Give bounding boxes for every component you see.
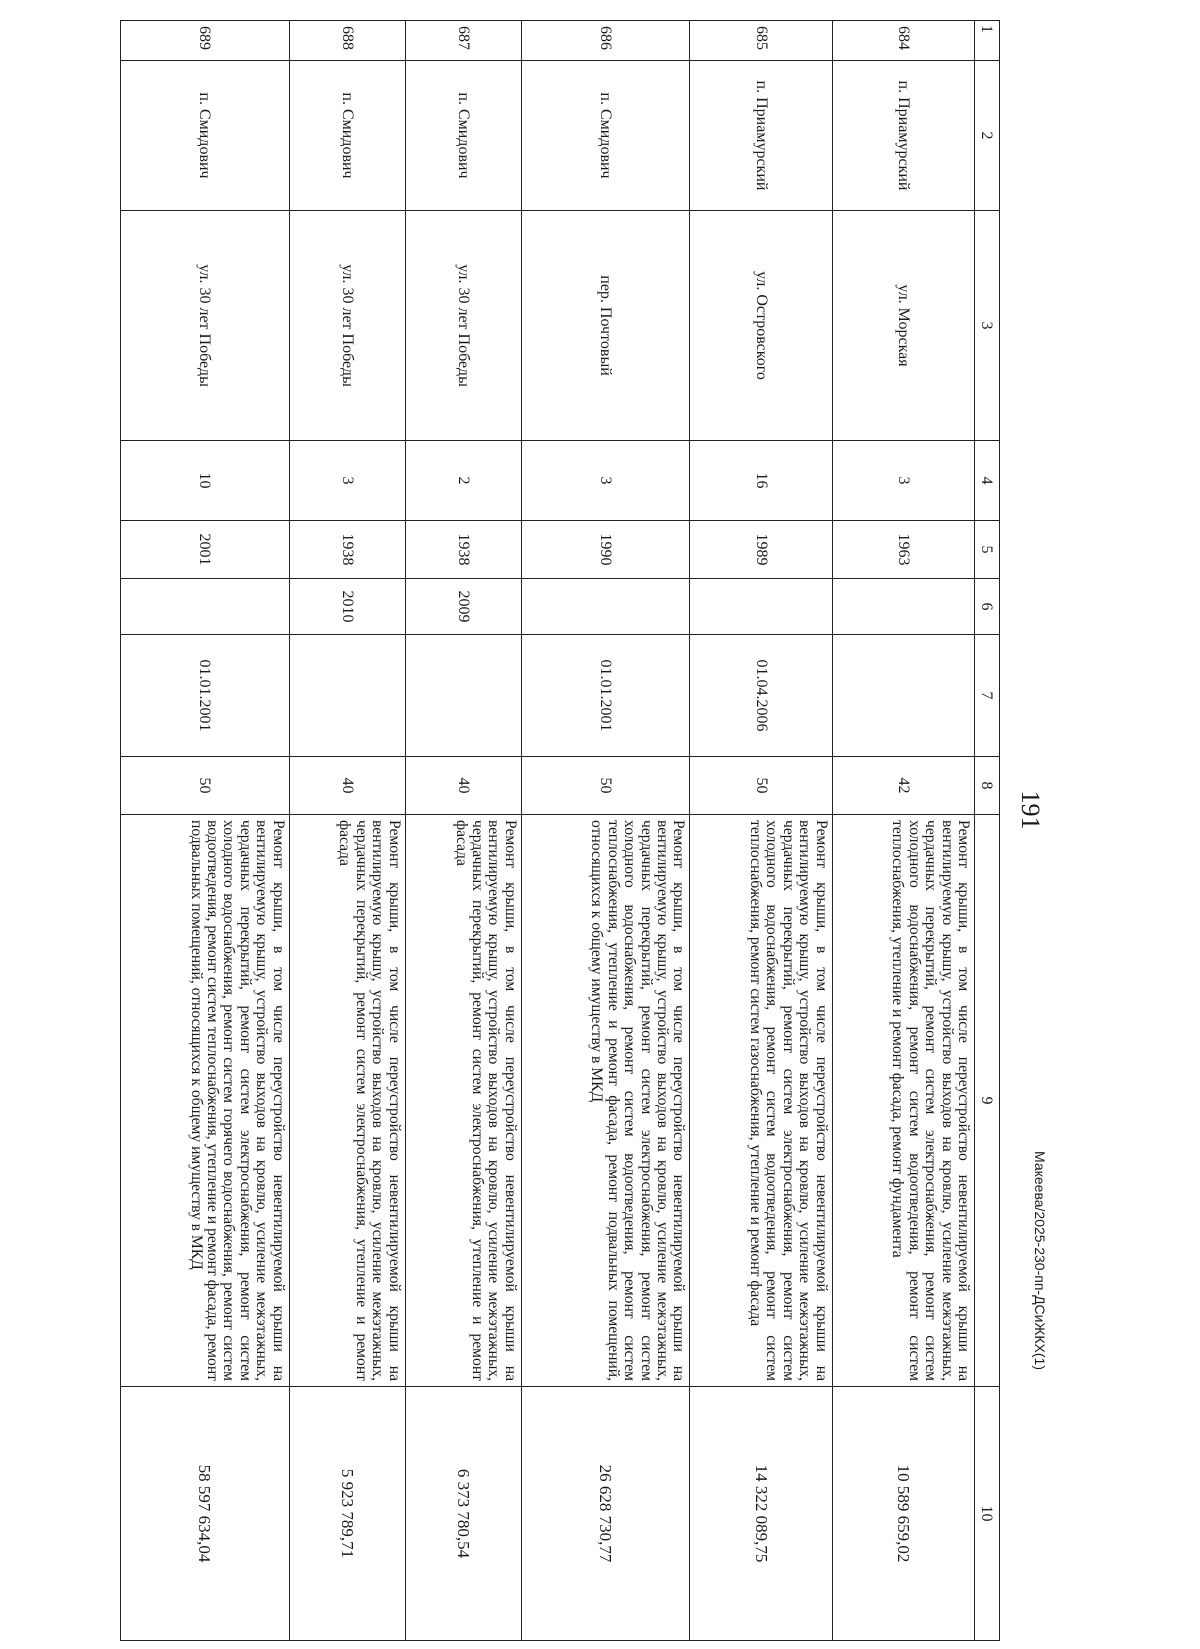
year-built-cell: 1938 [289,521,405,579]
registration-date-cell [832,635,974,757]
repair-cost-cell: 10 589 659,02 [832,1387,974,1641]
row-number-cell: 689 [121,21,290,61]
year-built-cell: 1990 [521,521,690,579]
settlement-cell: п. Приамурский [832,61,974,211]
wear-percent-cell: 42 [832,757,974,815]
repair-cost-cell: 58 597 634,04 [121,1387,290,1641]
column-number-4: 4 [975,441,1000,521]
street-cell: ул. Островского [690,211,832,441]
repair-works-cell: Ремонт крыши, в том числе переустройство невентилируемой крыши на вентилируемую крышу, устройство выходов на кровлю, усиление межэтажных, чердачных перекрытий, ремонт систем электроснабжения, ремонт систем холодного водоснабжения, ремонт систем водоотведения, ремонт систем теплоснабжения, утепление и ремонт фасада, ремонт фундамента [832,815,974,1387]
table-row [289,21,405,1641]
table-row [521,21,690,1641]
registration-date-cell: 01.01.2001 [121,635,290,757]
wear-percent-cell: 50 [690,757,832,815]
street-cell: ул. 30 лет Победы [289,211,405,441]
repair-works-cell: Ремонт крыши, в том числе переустройство невентилируемой крыши на вентилируемую крышу, устройство выходов на кровлю, усиление межэтажных, чердачных перекрытий, ремонт систем электроснабжения, ремонт систем холодного водоснабжения, ремонт систем водоотведения, ремонт систем теплоснабжения, утепление и ремонт фасада, ремонт подвальных помещений, относящихся к общему имуществу в МКД [521,815,690,1387]
column-number-1: 1 [975,21,1000,61]
year-built-cell: 1938 [405,521,521,579]
house-number-cell: 3 [832,441,974,521]
column-number-5: 5 [975,521,1000,579]
year-last-repair-cell [690,579,832,635]
settlement-cell: п. Смидович [405,61,521,211]
table-row [690,21,832,1641]
year-last-repair-cell: 2009 [405,579,521,635]
street-cell: пер. Почтовый [521,211,690,441]
year-last-repair-cell [521,579,690,635]
table-row [832,21,974,1641]
repair-cost-cell: 26 628 730,77 [521,1387,690,1641]
year-last-repair-cell: 2010 [289,579,405,635]
street-cell: ул. Морская [832,211,974,441]
column-number-row [975,21,1000,1641]
column-number-10: 10 [975,1387,1000,1641]
registration-date-cell: 01.04.2006 [690,635,832,757]
year-built-cell: 2001 [121,521,290,579]
repair-cost-cell: 5 923 789,71 [289,1387,405,1641]
house-number-cell: 3 [521,441,690,521]
row-number-cell: 684 [832,21,974,61]
repair-works-cell: Ремонт крыши, в том числе переустройство невентилируемой крыши на вентилируемую крышу, устройство выходов на кровлю, усиление межэтажных, чердачных перекрытий, ремонт систем электроснабжения, утепление и ремонт фасада [289,815,405,1387]
registration-date-cell [289,635,405,757]
page-number: 191 [1016,790,1045,830]
registration-date-cell [405,635,521,757]
settlement-cell: п. Смидович [521,61,690,211]
house-number-cell: 16 [690,441,832,521]
wear-percent-cell: 50 [121,757,290,815]
repair-program-table [120,20,1000,1641]
row-number-cell: 686 [521,21,690,61]
repair-cost-cell: 6 373 780,54 [405,1387,521,1641]
column-number-7: 7 [975,635,1000,757]
wear-percent-cell: 40 [289,757,405,815]
repair-works-cell: Ремонт крыши, в том числе переустройство невентилируемой крыши на вентилируемую крышу, устройство выходов на кровлю, усиление межэтажных, чердачных перекрытий, ремонт систем электроснабжения, утепление и ремонт фасада [405,815,521,1387]
wear-percent-cell: 40 [405,757,521,815]
settlement-cell: п. Смидович [289,61,405,211]
year-built-cell: 1963 [832,521,974,579]
street-cell: ул. 30 лет Победы [121,211,290,441]
document-footer-code: Макеева/2025-230-пп-ДСиЖКХ(1) [1032,1151,1048,1371]
year-last-repair-cell [121,579,290,635]
house-number-cell: 3 [289,441,405,521]
column-number-2: 2 [975,61,1000,211]
repair-cost-cell: 14 322 089,75 [690,1387,832,1641]
column-number-6: 6 [975,579,1000,635]
table-row [405,21,521,1641]
column-number-8: 8 [975,757,1000,815]
registration-date-cell: 01.01.2001 [521,635,690,757]
wear-percent-cell: 50 [521,757,690,815]
rotated-table-container [120,20,1000,1640]
row-number-cell: 687 [405,21,521,61]
house-number-cell: 2 [405,441,521,521]
table-row [121,21,290,1641]
year-last-repair-cell [832,579,974,635]
settlement-cell: п. Смидович [121,61,290,211]
column-number-9: 9 [975,815,1000,1387]
repair-works-cell: Ремонт крыши, в том числе переустройство невентилируемой крыши на вентилируемую крышу, устройство выходов на кровлю, усиление межэтажных, чердачных перекрытий, ремонт систем электроснабжения, ремонт систем холодного водоснабжения, ремонт систем горячего водоснабжения, ремонт систем водоотведения, ремонт систем теплоснабжения, утепление и ремонт фасада, ремонт подвальных помещений, относящихся к общему имуществу в МКД [121,815,290,1387]
year-built-cell: 1989 [690,521,832,579]
settlement-cell: п. Приамурский [690,61,832,211]
street-cell: ул. 30 лет Победы [405,211,521,441]
column-number-3: 3 [975,211,1000,441]
repair-works-cell: Ремонт крыши, в том числе переустройство невентилируемой крыши на вентилируемую крышу, устройство выходов на кровлю, усиление межэтажных, чердачных перекрытий, ремонт систем электроснабжения, ремонт систем холодного водоснабжения, ремонт систем водоотведения, ремонт систем теплоснабжения, ремонт систем газоснабжения, утепление и ремонт фасада [690,815,832,1387]
row-number-cell: 685 [690,21,832,61]
row-number-cell: 688 [289,21,405,61]
house-number-cell: 10 [121,441,290,521]
